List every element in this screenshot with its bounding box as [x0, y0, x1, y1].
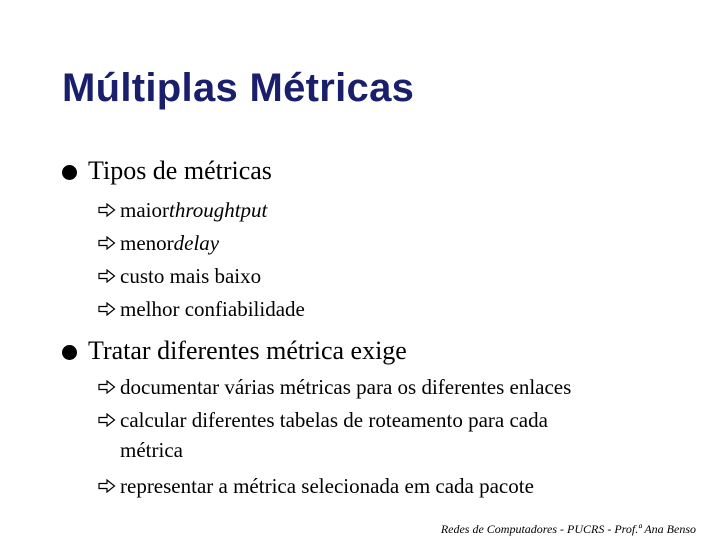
sub-item-text: calcular diferentes tabelas de roteamento para cada: [120, 408, 548, 432]
sub-item-text: custo mais baixo: [120, 264, 262, 288]
sub-item: [98, 474, 534, 499]
bullet-label: Tipos de métricas: [88, 156, 272, 185]
sub-item-text: menor: [120, 231, 174, 255]
sub-item-text: representar a métrica selecionada em cada pacote: [120, 474, 534, 498]
sub-item: [98, 408, 548, 433]
sub-item: [98, 198, 267, 223]
slide-title: Múltiplas Métricas: [62, 66, 415, 110]
hollow-arrow-icon: [98, 264, 118, 283]
bullet-item: [62, 156, 272, 186]
sub-item: [98, 231, 219, 256]
sub-item-text: documentar várias métricas para os diferentes enlaces: [120, 375, 572, 399]
hollow-arrow-icon: [98, 408, 118, 427]
hollow-arrow-icon: [98, 375, 118, 394]
sub-item-emphasis: delay: [173, 231, 220, 255]
sub-item: [98, 297, 305, 322]
bullet-item: [62, 336, 407, 366]
bullet-dot-icon: [62, 345, 77, 360]
sub-item-continuation: métrica: [120, 438, 183, 462]
hollow-arrow-icon: [98, 297, 118, 316]
sub-item: [98, 264, 261, 289]
bullet-dot-icon: [62, 165, 77, 180]
sub-item-text: maior: [120, 198, 169, 222]
hollow-arrow-icon: [98, 198, 118, 217]
sub-item-text: melhor confiabilidade: [120, 297, 305, 321]
hollow-arrow-icon: [98, 231, 118, 250]
sub-item-emphasis: throughtput: [168, 198, 268, 222]
bullet-label: Tratar diferentes métrica exige: [88, 336, 407, 365]
sub-item: [98, 375, 571, 400]
hollow-arrow-icon: [98, 474, 118, 493]
slide-footer: Redes de Computadores - PUCRS - Prof.ª Ana Benso: [440, 522, 696, 536]
